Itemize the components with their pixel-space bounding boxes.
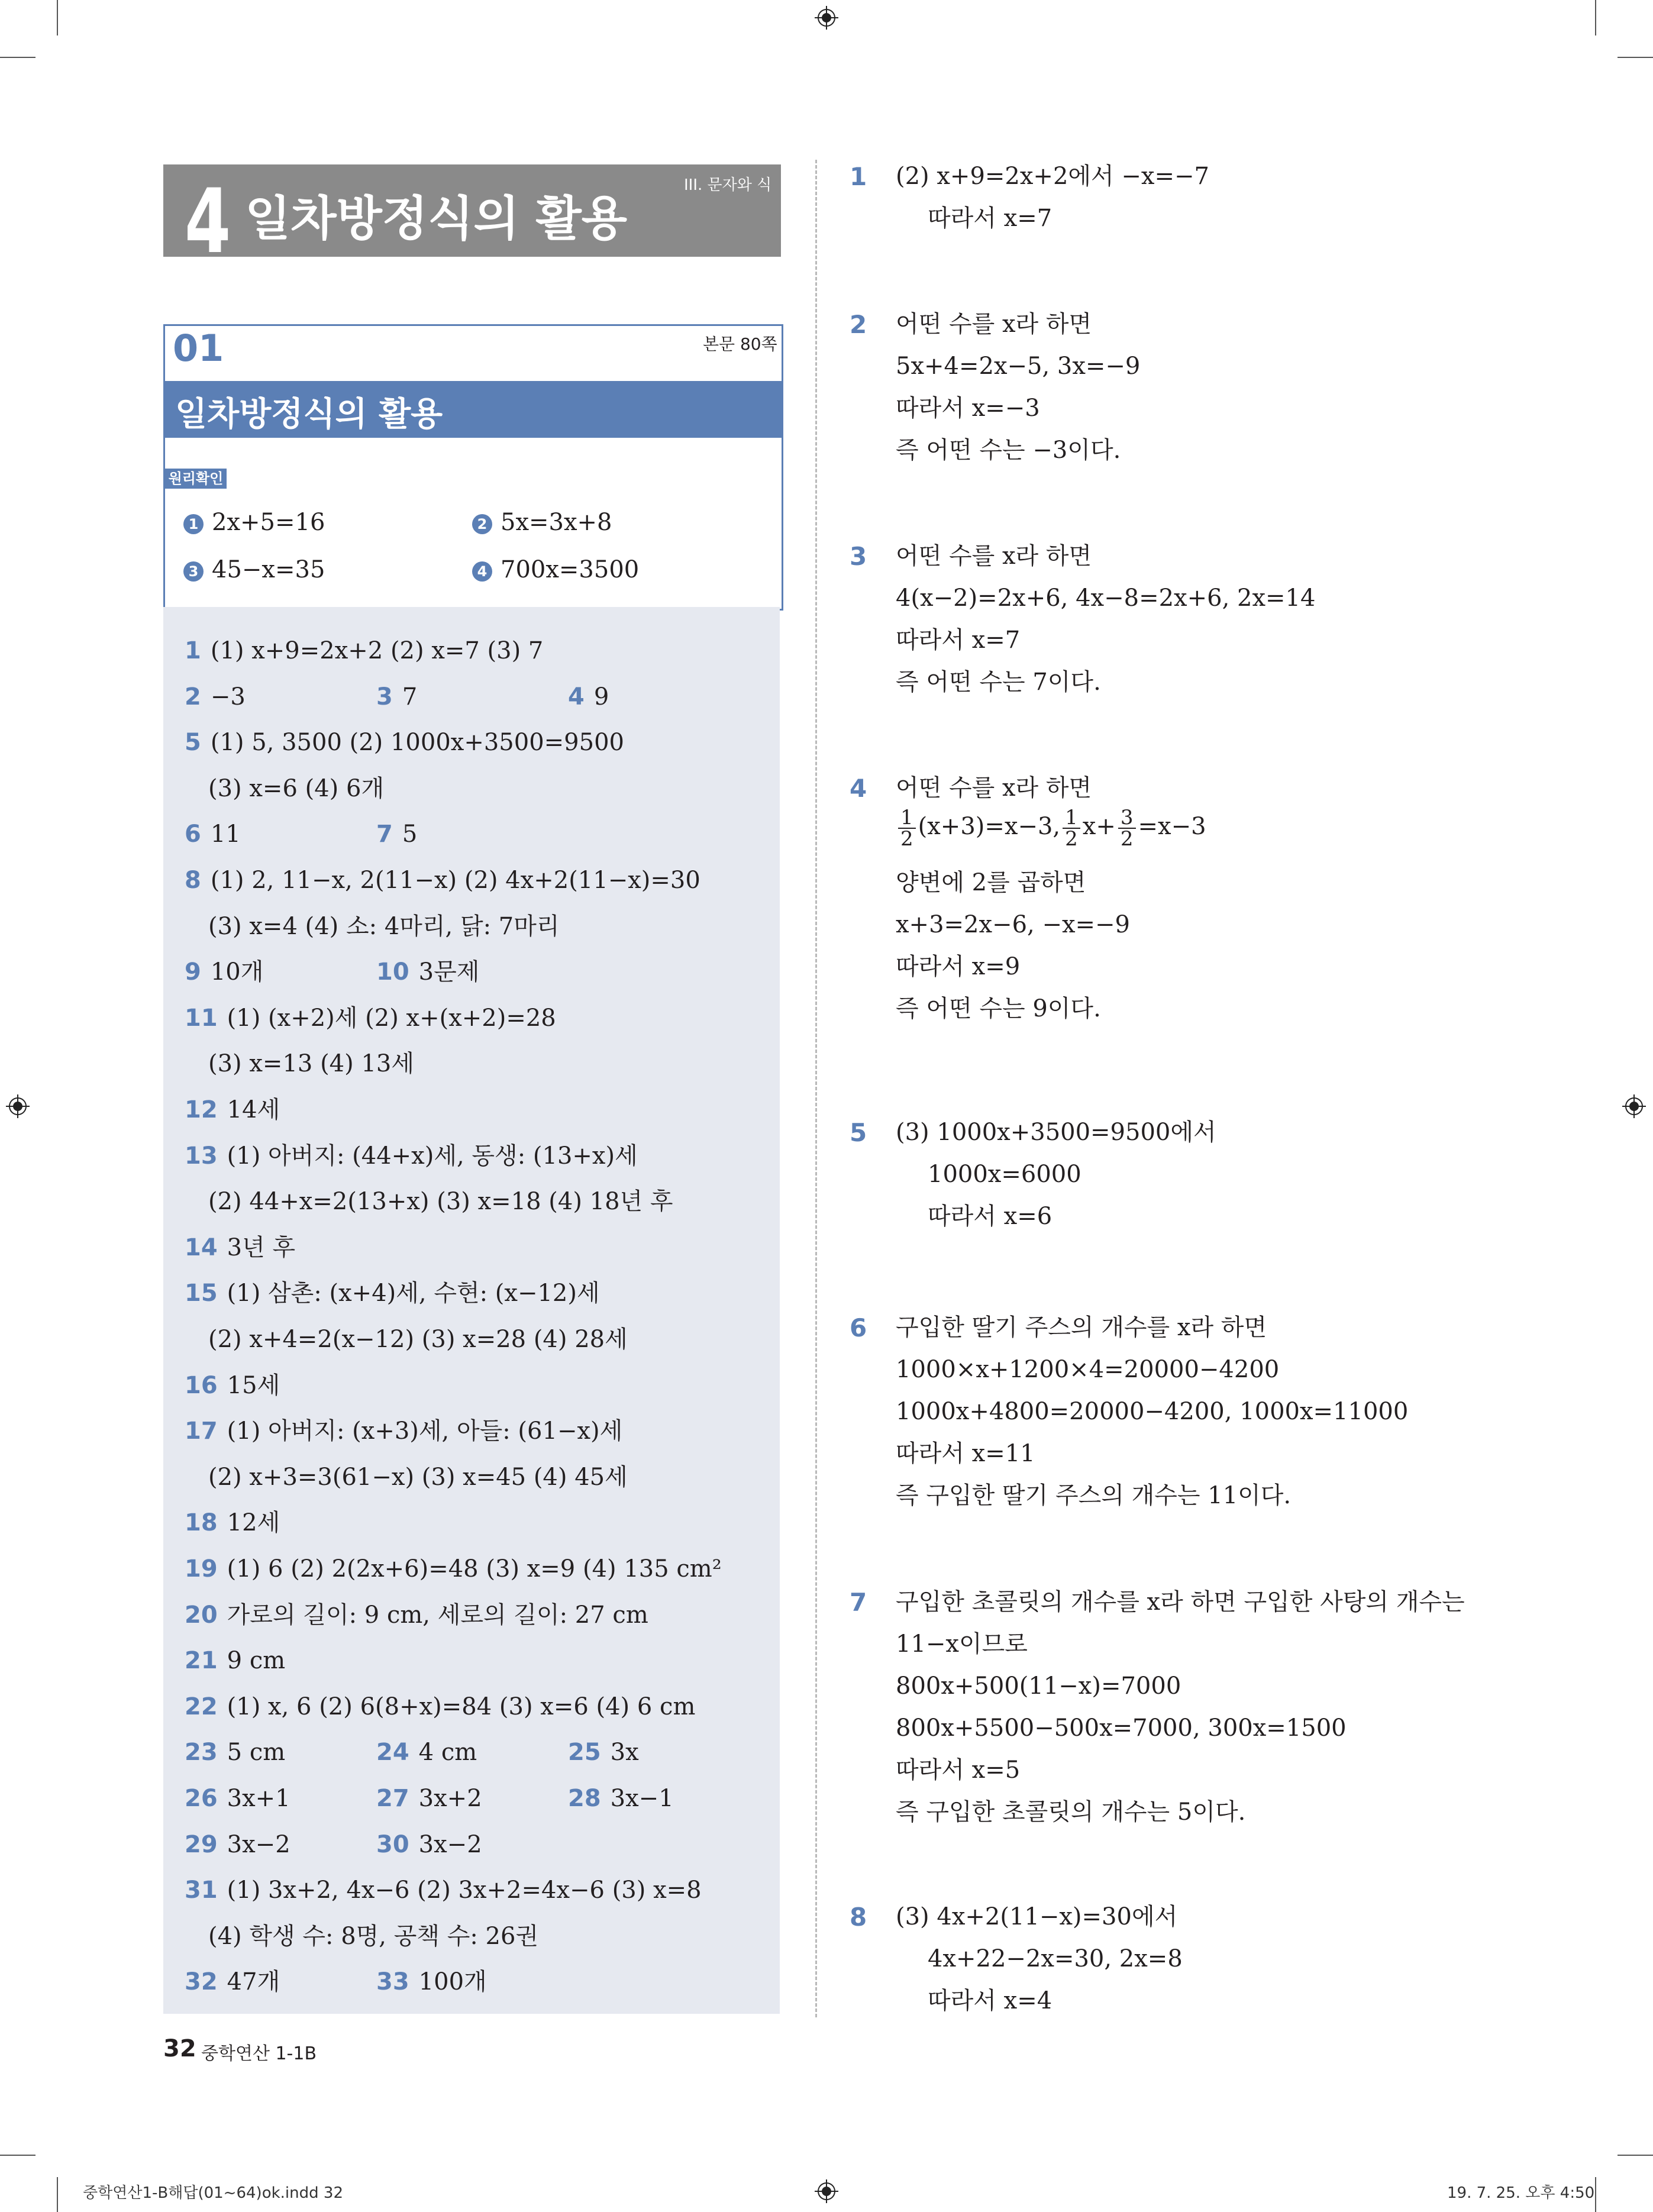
answer-number: 28 bbox=[568, 1785, 601, 1812]
answer-text: 5 bbox=[402, 821, 418, 848]
answer-text: 10개 bbox=[210, 958, 264, 986]
answer-text: 14세 bbox=[227, 1096, 280, 1123]
crop-mark bbox=[1618, 57, 1653, 58]
answer-item bbox=[376, 957, 479, 987]
explanation-number: 3 bbox=[850, 542, 867, 571]
answer-item bbox=[185, 1003, 556, 1034]
fraction bbox=[898, 808, 916, 849]
answer-item bbox=[376, 1783, 482, 1814]
answer-number: 16 bbox=[185, 1372, 218, 1399]
answer-item bbox=[376, 1737, 477, 1768]
answer-text: 3문제 bbox=[418, 958, 480, 986]
answer-item bbox=[376, 819, 417, 850]
answer-text: 3x+1 bbox=[227, 1785, 290, 1812]
column-divider bbox=[815, 160, 817, 2017]
answer-text: 3x−2 bbox=[227, 1831, 290, 1858]
explanation-line: 즉 어떤 수는 −3이다. bbox=[896, 437, 1121, 464]
answer-text: (2) x+3=3(61−x) (3) x=45 (4) 45세 bbox=[208, 1464, 628, 1491]
answer-text: 15세 bbox=[227, 1372, 280, 1399]
answer-number: 5 bbox=[185, 729, 201, 756]
answer-item bbox=[568, 682, 609, 712]
answer-item bbox=[376, 682, 417, 712]
crop-mark bbox=[1618, 2155, 1653, 2156]
explanation-line: 어떤 수를 x라 하면 bbox=[896, 311, 1092, 338]
answer-item bbox=[185, 1966, 280, 1997]
answer-text: (3) x=4 (4) 소: 4마리, 닭: 7마리 bbox=[208, 913, 560, 940]
answer-item bbox=[185, 727, 624, 758]
explanation-number: 6 bbox=[850, 1313, 867, 1342]
answer-item bbox=[568, 1737, 639, 1768]
check-item bbox=[183, 555, 325, 585]
answer-number: 24 bbox=[376, 1739, 409, 1766]
fraction bbox=[1118, 808, 1136, 849]
answer-number: 10 bbox=[376, 958, 409, 986]
explanation-line: 따라서 x=5 bbox=[896, 1756, 1021, 1784]
answer-number: 17 bbox=[185, 1417, 218, 1445]
crop-mark bbox=[0, 2155, 35, 2156]
explanation-number: 7 bbox=[850, 1588, 867, 1617]
answer-number: 25 bbox=[568, 1739, 601, 1766]
explanation-line: 4x+22−2x=30, 2x=8 bbox=[928, 1945, 1183, 1972]
answer-item bbox=[376, 1829, 482, 1860]
part-label: III. 문자와 식 bbox=[684, 176, 772, 194]
explanation-number: 8 bbox=[850, 1903, 867, 1932]
answer-number: 30 bbox=[376, 1831, 409, 1858]
explanation-line: 1000x=6000 bbox=[928, 1161, 1081, 1188]
explanation-line: (2) x+9=2x+2에서 −x=−7 bbox=[896, 163, 1209, 190]
check-tag: 원리확인 bbox=[165, 469, 227, 489]
answer-number: 27 bbox=[376, 1785, 409, 1812]
answer-number: 18 bbox=[185, 1509, 218, 1536]
answer-text: (4) 학생 수: 8명, 공책 수: 26권 bbox=[208, 1923, 539, 1950]
answer-number: 6 bbox=[185, 821, 201, 848]
answer-number: 1 bbox=[185, 637, 201, 664]
book-title: 중학연산 1-1B bbox=[201, 2043, 317, 2064]
answer-number: 19 bbox=[185, 1555, 218, 1583]
answer-text: 3년 후 bbox=[227, 1234, 296, 1261]
explanation-line: (3) 1000x+3500=9500에서 bbox=[896, 1119, 1216, 1146]
answer-text: (1) 5, 3500 (2) 1000x+3500=9500 bbox=[210, 729, 624, 756]
answer-number: 23 bbox=[185, 1739, 218, 1766]
answer-number: 8 bbox=[185, 867, 201, 894]
explanation-line: 구입한 초콜릿의 개수를 x라 하면 구입한 사탕의 개수는 bbox=[896, 1588, 1465, 1616]
marker-3-icon: 3 bbox=[183, 561, 204, 582]
crop-mark bbox=[57, 2177, 58, 2212]
explanation-line: 따라서 x=9 bbox=[896, 953, 1021, 980]
answer-number: 7 bbox=[376, 821, 393, 848]
answer-item bbox=[208, 1324, 628, 1355]
fraction-numerator: 1 bbox=[1063, 808, 1080, 829]
answer-item bbox=[185, 1370, 280, 1401]
answer-item bbox=[185, 1829, 290, 1860]
page-number: 32 bbox=[163, 2035, 196, 2062]
equation-text: =x−3 bbox=[1138, 813, 1206, 840]
answer-item bbox=[185, 1875, 702, 1906]
answer-item bbox=[185, 1232, 295, 1263]
answer-item bbox=[185, 1094, 280, 1125]
answer-item bbox=[185, 1141, 638, 1171]
explanation-number: 5 bbox=[850, 1118, 867, 1147]
answer-text: −3 bbox=[210, 683, 246, 711]
equation-text: x+ bbox=[1082, 813, 1116, 840]
explanation-line: 즉 어떤 수는 7이다. bbox=[896, 669, 1101, 696]
marker-4-icon: 4 bbox=[472, 561, 492, 582]
answer-item bbox=[185, 1783, 290, 1814]
answer-item bbox=[185, 1645, 285, 1676]
answer-item bbox=[185, 635, 543, 666]
registration-mark-icon bbox=[815, 2179, 838, 2203]
equation-text: (x+3)=x−3, bbox=[918, 813, 1061, 840]
explanation-line: 5x+4=2x−5, 3x=−9 bbox=[896, 353, 1141, 380]
answer-text: (1) 2, 11−x, 2(11−x) (2) 4x+2(11−x)=30 bbox=[210, 867, 700, 894]
answer-text: 3x−2 bbox=[418, 1831, 482, 1858]
section-number: 01 bbox=[173, 327, 224, 370]
explanation-line: (3) 4x+2(11−x)=30에서 bbox=[896, 1903, 1178, 1930]
answer-number: 4 bbox=[568, 683, 585, 711]
answer-item bbox=[185, 1600, 648, 1630]
crop-mark bbox=[1595, 0, 1596, 35]
answer-item bbox=[208, 1186, 673, 1217]
answer-text: (1) 아버지: (x+3)세, 아들: (61−x)세 bbox=[227, 1417, 623, 1445]
answer-number: 15 bbox=[185, 1280, 218, 1307]
answer-text: 3x+2 bbox=[418, 1785, 482, 1812]
answer-text: 7 bbox=[402, 683, 418, 711]
answer-text: (1) x+9=2x+2 (2) x=7 (3) 7 bbox=[210, 637, 544, 664]
fraction-numerator: 3 bbox=[1118, 808, 1136, 829]
answer-number: 3 bbox=[376, 683, 393, 711]
answer-item bbox=[208, 1048, 414, 1079]
answer-item bbox=[376, 1966, 487, 1997]
answer-number: 31 bbox=[185, 1877, 218, 1904]
registration-mark-icon bbox=[1622, 1094, 1646, 1118]
explanation-number: 2 bbox=[850, 310, 867, 339]
crop-mark bbox=[1595, 2177, 1596, 2212]
answer-number: 33 bbox=[376, 1968, 409, 1995]
marker-1-icon: 1 bbox=[183, 514, 204, 534]
answer-item bbox=[185, 1554, 722, 1584]
fraction bbox=[1063, 808, 1080, 849]
answer-text: (1) x, 6 (2) 6(8+x)=84 (3) x=6 (4) 6 cm bbox=[227, 1693, 696, 1720]
answer-text: 12세 bbox=[227, 1509, 280, 1536]
answer-text: 가로의 길이: 9 cm, 세로의 길이: 27 cm bbox=[227, 1601, 648, 1629]
answer-text: 9 cm bbox=[227, 1647, 286, 1674]
check-text: 700x=3500 bbox=[501, 556, 640, 583]
explanation-line: 양변에 2를 곱하면 bbox=[896, 869, 1086, 896]
explanation-line: 따라서 x=7 bbox=[896, 627, 1021, 654]
answer-number: 13 bbox=[185, 1142, 218, 1170]
explanation-line: 11−x이므로 bbox=[896, 1630, 1028, 1658]
answer-item bbox=[185, 1737, 285, 1768]
answer-text: (3) x=13 (4) 13세 bbox=[208, 1050, 414, 1077]
explanation-line: 어떤 수를 x라 하면 bbox=[896, 542, 1092, 570]
answer-item bbox=[185, 1416, 622, 1446]
answer-number: 20 bbox=[185, 1601, 218, 1629]
check-text: 5x=3x+8 bbox=[501, 509, 612, 536]
explanation-number: 4 bbox=[850, 774, 867, 803]
explanation-line: 1000×x+1200×4=20000−4200 bbox=[896, 1356, 1280, 1383]
check-text: 2x+5=16 bbox=[212, 509, 325, 536]
answer-text: (3) x=6 (4) 6개 bbox=[208, 775, 385, 802]
explanation-line: x+3=2x−6, −x=−9 bbox=[896, 911, 1130, 938]
chapter-title: 일차방정식의 활용 bbox=[245, 191, 628, 246]
answer-text: (1) 6 (2) 2(2x+6)=48 (3) x=9 (4) 135 cm² bbox=[227, 1555, 722, 1583]
answer-number: 12 bbox=[185, 1096, 218, 1123]
check-item bbox=[472, 508, 612, 537]
registration-mark-icon bbox=[6, 1094, 30, 1118]
explanation-line: 따라서 x=6 bbox=[928, 1203, 1053, 1230]
explanation-line: 구입한 딸기 주스의 개수를 x라 하면 bbox=[896, 1314, 1267, 1341]
fraction-denominator: 2 bbox=[1120, 827, 1134, 851]
answer-text: (1) (x+2)세 (2) x+(x+2)=28 bbox=[227, 1005, 556, 1032]
chapter-number: 4 bbox=[185, 170, 231, 273]
answer-text: (2) x+4=2(x−12) (3) x=28 (4) 28세 bbox=[208, 1326, 628, 1353]
answer-item bbox=[185, 1278, 600, 1309]
check-item bbox=[183, 508, 325, 537]
explanation-line: 즉 어떤 수는 9이다. bbox=[896, 995, 1101, 1022]
explanation-line: 따라서 x=11 bbox=[896, 1440, 1035, 1467]
fraction-denominator: 2 bbox=[1065, 827, 1078, 851]
answer-item bbox=[185, 1691, 695, 1722]
answer-number: 9 bbox=[185, 958, 201, 986]
answer-text: 5 cm bbox=[227, 1739, 286, 1766]
answer-item bbox=[185, 865, 700, 896]
print-slug-file: 중학연산1-B해답(01~64)ok.indd 32 bbox=[83, 2184, 343, 2202]
answer-number: 11 bbox=[185, 1005, 218, 1032]
answer-item bbox=[185, 1507, 280, 1538]
answer-text: (1) 아버지: (44+x)세, 동생: (13+x)세 bbox=[227, 1142, 638, 1170]
check-text: 45−x=35 bbox=[212, 556, 325, 583]
answer-item bbox=[568, 1783, 674, 1814]
fraction-numerator: 1 bbox=[898, 808, 916, 829]
crop-mark bbox=[0, 57, 35, 58]
explanation-line: 따라서 x=4 bbox=[928, 1987, 1053, 2014]
answer-number: 21 bbox=[185, 1647, 218, 1674]
explanation-line: 800x+500(11−x)=7000 bbox=[896, 1672, 1181, 1700]
answer-number: 32 bbox=[185, 1968, 218, 1995]
answer-text: 9 bbox=[593, 683, 609, 711]
answer-item bbox=[185, 819, 241, 850]
answer-item bbox=[208, 911, 560, 942]
page-reference: 본문 80쪽 bbox=[703, 334, 777, 354]
answer-number: 29 bbox=[185, 1831, 218, 1858]
explanation-line: 즉 구입한 딸기 주스의 개수는 11이다. bbox=[896, 1482, 1292, 1509]
print-slug-date: 19. 7. 25. 오후 4:50 bbox=[1447, 2184, 1595, 2202]
answer-number: 14 bbox=[185, 1234, 218, 1261]
answer-text: 4 cm bbox=[418, 1739, 477, 1766]
marker-2-icon: 2 bbox=[472, 514, 492, 534]
answer-number: 2 bbox=[185, 683, 201, 711]
answer-item bbox=[208, 1462, 628, 1493]
answer-text: (1) 삼촌: (x+4)세, 수현: (x−12)세 bbox=[227, 1280, 600, 1307]
registration-mark-icon bbox=[815, 6, 838, 30]
section-title: 일차방정식의 활용 bbox=[175, 395, 443, 434]
explanation-line: 따라서 x=−3 bbox=[896, 395, 1040, 422]
explanation-line: 800x+5500−500x=7000, 300x=1500 bbox=[896, 1714, 1347, 1742]
explanation-line: 어떤 수를 x라 하면 bbox=[896, 774, 1092, 802]
answer-item bbox=[185, 682, 246, 712]
explanation-line bbox=[896, 808, 1206, 849]
answer-number: 26 bbox=[185, 1785, 218, 1812]
answer-text: 100개 bbox=[418, 1968, 487, 1995]
explanation-line: 즉 구입한 초콜릿의 개수는 5이다. bbox=[896, 1798, 1246, 1826]
crop-mark bbox=[57, 0, 58, 35]
answer-text: 47개 bbox=[227, 1968, 280, 1995]
answer-item bbox=[208, 773, 384, 804]
answer-text: 3x bbox=[610, 1739, 639, 1766]
explanation-line: 4(x−2)=2x+6, 4x−8=2x+6, 2x=14 bbox=[896, 585, 1316, 612]
explanation-line: 1000x+4800=20000−4200, 1000x=11000 bbox=[896, 1398, 1409, 1425]
answer-item bbox=[185, 957, 263, 987]
explanation-number: 1 bbox=[850, 162, 867, 191]
explanation-line: 따라서 x=7 bbox=[928, 205, 1053, 232]
check-item bbox=[472, 555, 639, 585]
answer-text: (2) 44+x=2(13+x) (3) x=18 (4) 18년 후 bbox=[208, 1188, 673, 1215]
answer-text: 3x−1 bbox=[610, 1785, 674, 1812]
fraction-denominator: 2 bbox=[900, 827, 913, 851]
answer-text: (1) 3x+2, 4x−6 (2) 3x+2=4x−6 (3) x=8 bbox=[227, 1877, 702, 1904]
answer-text: 11 bbox=[210, 821, 241, 848]
answer-number: 22 bbox=[185, 1693, 218, 1720]
answer-item bbox=[208, 1921, 538, 1952]
